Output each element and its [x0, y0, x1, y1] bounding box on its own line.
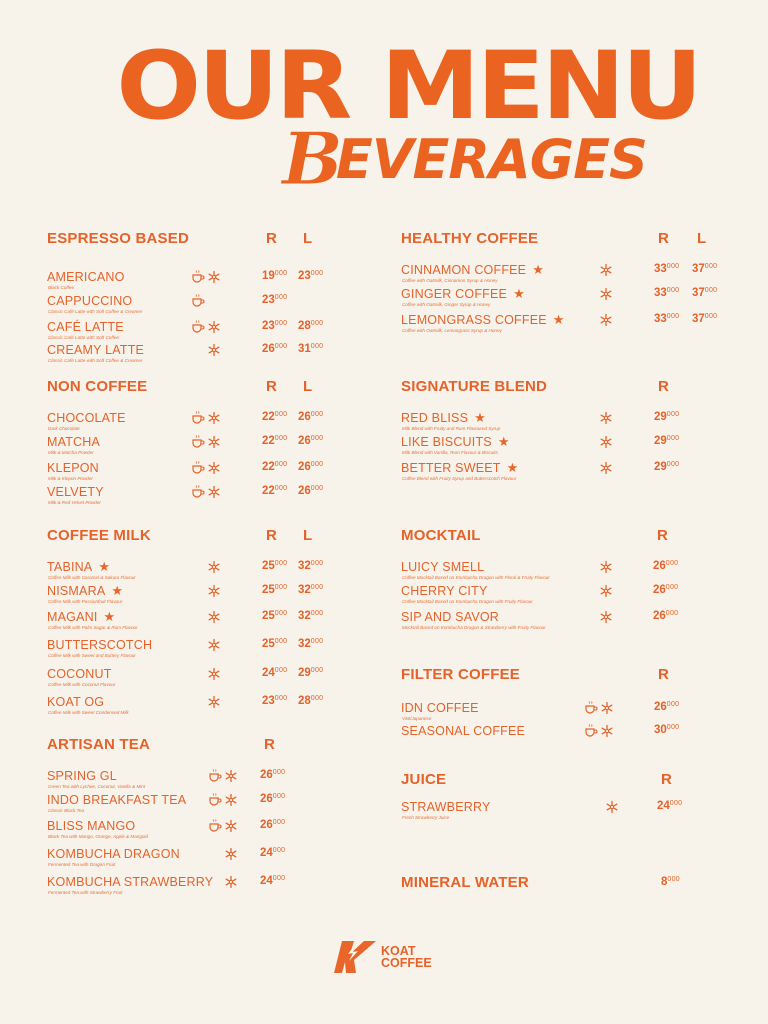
item-name: MAGANI [47, 610, 98, 624]
item-description: Coffee with Oatmilk, Lemongrass Syrup & Honey [402, 328, 502, 333]
item-name: KOMBUCHA STRAWBERRY [47, 875, 214, 889]
item-description: Fermented Tea with Strawberry Fruit [48, 890, 123, 895]
section-title: SIGNATURE BLEND [401, 378, 548, 395]
item-description: Milk & Klepon Powder [48, 476, 93, 481]
column-label-regular: R [661, 771, 672, 788]
item-description: Coffee Milk with Coconut Flavour [48, 682, 116, 687]
item-description: Coffee with Oatmilk, Cinnamon Syrup & Honey [402, 278, 498, 283]
ice-snowflake-icon [207, 435, 221, 449]
ice-snowflake-icon [224, 875, 238, 889]
item-name: BUTTERSCOTCH [47, 638, 153, 652]
brand-name-line1: KOAT [381, 943, 416, 958]
price-regular: $29^{000}$ [654, 411, 680, 423]
ice-snowflake-icon [599, 610, 613, 624]
star-icon: ★ [513, 286, 525, 301]
item-name: COCONUT [47, 667, 112, 681]
item-name: LUICY SMELL [401, 560, 485, 574]
star-icon: ★ [111, 583, 124, 598]
price-regular: $25^{000}$ [262, 584, 288, 596]
price-regular: $22^{000}$ [262, 411, 288, 423]
item-description: Coffee Milk with Sweet Condensed Milk [48, 710, 129, 715]
item-name: SEASONAL COFFEE [401, 724, 526, 738]
section-title: MOCKTAIL [401, 527, 481, 544]
item-name: LIKE BISCUITS [401, 435, 492, 449]
price-regular: $22^{000}$ [262, 485, 288, 497]
ice-snowflake-icon [599, 411, 613, 425]
item-description: Milk Blend with Vanilla, Rum Flavour & Biscuits [402, 450, 498, 455]
price-large: $28^{000}$ [298, 320, 324, 332]
price-large: $32^{000}$ [298, 638, 324, 650]
price-regular: $26^{000}$ [260, 793, 286, 805]
hot-cup-icon [208, 793, 222, 807]
price-large: $32^{000}$ [298, 610, 324, 622]
column-label-regular: R [264, 736, 275, 753]
menu-header [0, 32, 768, 201]
price-regular: $26^{000}$ [653, 610, 679, 622]
column-label-regular: R [658, 378, 669, 395]
price-regular: $33^{000}$ [654, 263, 680, 275]
ice-snowflake-icon [207, 638, 221, 652]
koat-k-logo-icon [332, 940, 376, 974]
item-description: V60/Japanese [402, 716, 432, 721]
section-title: MINERAL WATER [401, 874, 529, 891]
price-regular: $29^{000}$ [654, 461, 680, 473]
price-large: $31^{000}$ [298, 343, 324, 355]
item-description: Coffee Milk with Caramel & Sakura Flavour [48, 575, 136, 580]
ice-snowflake-icon [207, 411, 221, 425]
price-regular: $33^{000}$ [654, 313, 680, 325]
section-header [401, 378, 731, 400]
ice-snowflake-icon [207, 584, 221, 598]
hot-cup-icon [584, 701, 598, 715]
price-regular: $23^{000}$ [262, 695, 288, 707]
section-header [47, 736, 357, 758]
hot-cup-icon [191, 320, 205, 334]
ice-snowflake-icon [207, 610, 221, 624]
column-label-regular: R [266, 230, 277, 247]
price-regular: $26^{000}$ [260, 819, 286, 831]
star-icon: ★ [552, 312, 565, 327]
ice-snowflake-icon [207, 320, 221, 334]
ice-snowflake-icon [207, 667, 221, 681]
menu-section-juice [401, 771, 731, 971]
brand-logo [332, 940, 432, 974]
item-description: Fermented Tea with Dragon Fruit [48, 862, 116, 867]
hot-cup-icon [191, 461, 205, 475]
hot-cup-icon [191, 485, 205, 499]
item-description: Classic Café Latte with Soft Coffee & Creamer [48, 358, 143, 363]
hot-cup-icon [191, 435, 205, 449]
page-subtitle [282, 116, 647, 201]
ice-snowflake-icon [207, 343, 221, 357]
section-header [47, 230, 357, 252]
ice-snowflake-icon [599, 263, 613, 277]
item-description: Coffee Mocktail Based on Kombucha Dragon with Fruity Flavour [402, 599, 533, 604]
column-label-large: L [303, 378, 313, 395]
section-header [401, 771, 731, 793]
item-name: RED BLISS [401, 411, 469, 425]
item-description: Coffee Milk with Passionfruit Flavour [48, 599, 123, 604]
item-description: Mocktail Based on Kombucha Dragon & Strawberry with Fruity Flavour [402, 625, 546, 630]
ice-snowflake-icon [207, 270, 221, 284]
item-description: Coffee Milk with Palm Sugar & Rum Flavour [48, 625, 138, 630]
item-description: Dark Chocolate [48, 426, 80, 431]
hot-cup-icon [191, 411, 205, 425]
section-title: ARTISAN TEA [47, 736, 151, 753]
hot-cup-icon [208, 819, 222, 833]
star-icon: ★ [532, 262, 545, 277]
ice-snowflake-icon [224, 847, 238, 861]
item-name: SIP AND SAVOR [401, 610, 500, 624]
price-regular: $26^{000}$ [653, 560, 679, 572]
price-large: $28^{000}$ [298, 695, 324, 707]
item-description: Classic Café Latte with Soft Coffee & Creamer [48, 309, 143, 314]
price-regular: $30^{000}$ [654, 724, 680, 736]
ice-snowflake-icon [207, 695, 221, 709]
item-name: BETTER SWEET [401, 461, 501, 475]
menu-section-coffee-milk [47, 527, 357, 727]
item-name: IDN COFFEE [401, 701, 479, 715]
column-label-regular: R [266, 378, 277, 395]
star-icon: ★ [506, 460, 519, 475]
item-name: MATCHA [47, 435, 101, 449]
column-label-regular: R [658, 666, 669, 683]
price-large: $37^{000}$ [692, 263, 718, 275]
ice-snowflake-icon [600, 701, 614, 715]
price-regular: $25^{000}$ [262, 638, 288, 650]
price-large: $37^{000}$ [692, 313, 718, 325]
section-title: FILTER COFFEE [401, 666, 520, 683]
item-name: KLEPON [47, 461, 99, 475]
hot-cup-icon [191, 270, 205, 284]
star-icon: ★ [474, 410, 486, 425]
ice-snowflake-icon [605, 800, 619, 814]
price-large: $29^{000}$ [298, 667, 324, 679]
price-regular: $23^{000}$ [262, 320, 288, 332]
price-large: $37^{000}$ [692, 287, 718, 299]
item-name: LEMONGRASS COFFEE [401, 313, 547, 327]
item-name: INDO BREAKFAST TEA [47, 793, 187, 807]
item-description: Milk & Matcha Powder [48, 450, 94, 455]
item-description: Milk Blend with Fruity and Rum Flavoured Syrup [402, 426, 501, 431]
item-name: KOMBUCHA DRAGON [47, 847, 180, 861]
price-regular: $22^{000}$ [262, 461, 288, 473]
price-regular: $8^{000}$ [661, 876, 680, 888]
ice-snowflake-icon [600, 724, 614, 738]
hot-cup-icon [208, 769, 222, 783]
section-title: ESPRESSO BASED [47, 230, 190, 247]
ice-snowflake-icon [207, 560, 221, 574]
item-description: Fresh Strawberry Juice [402, 815, 450, 820]
item-name: CAFÉ LATTE [47, 320, 124, 334]
ice-snowflake-icon [599, 313, 613, 327]
item-name: BLISS MANGO [47, 819, 136, 833]
ice-snowflake-icon [599, 461, 613, 475]
item-name: VELVETY [47, 485, 104, 499]
item-description: Coffee Blend with Fruity Syrup and Butterscotch Flavour [402, 476, 517, 481]
price-regular: $26^{000}$ [262, 343, 288, 355]
item-name: NISMARA [47, 584, 106, 598]
column-label-regular: R [657, 527, 668, 544]
ice-snowflake-icon [224, 793, 238, 807]
ice-snowflake-icon [599, 584, 613, 598]
price-regular: $26^{000}$ [260, 769, 286, 781]
item-name: SPRING GL [47, 769, 117, 783]
ice-snowflake-icon [599, 560, 613, 574]
star-icon: ★ [497, 434, 510, 449]
brand-name-line2: COFFEE [381, 956, 432, 970]
hot-cup-icon [584, 724, 598, 738]
item-description: Classic Café Latte with Soft Coffee [48, 335, 119, 340]
section-title: HEALTHY COFFEE [401, 230, 539, 247]
item-name: GINGER COFFEE [401, 287, 508, 301]
section-header [47, 378, 357, 400]
column-label-large: L [697, 230, 707, 247]
column-label-large: L [303, 230, 313, 247]
item-name: CREAMY LATTE [47, 343, 145, 357]
price-large: $26^{000}$ [298, 485, 324, 497]
section-title: JUICE [401, 771, 447, 788]
price-regular: $24^{000}$ [262, 667, 288, 679]
hot-cup-icon [191, 294, 205, 308]
price-large: $32^{000}$ [298, 584, 324, 596]
price-regular: $25^{000}$ [262, 610, 288, 622]
price-regular: $24^{000}$ [260, 875, 286, 887]
item-name: CAPPUCCINO [47, 294, 133, 308]
section-header [401, 666, 731, 688]
item-description: Coffee with Oatmilk, Ginger Syrup & Honey [402, 302, 491, 307]
price-regular: $19^{000}$ [262, 270, 288, 282]
column-label-regular: R [658, 230, 669, 247]
subtitle-rest: EVERAGES [335, 128, 647, 191]
section-header [401, 527, 731, 549]
star-icon: ★ [98, 559, 111, 574]
item-description: Milk & Red Velvet Powder [48, 500, 101, 505]
item-name: CHERRY CITY [401, 584, 488, 598]
price-regular: $26^{000}$ [654, 701, 680, 713]
ice-snowflake-icon [599, 435, 613, 449]
price-large: $23^{000}$ [298, 270, 324, 282]
section-title: NON COFFEE [47, 378, 148, 395]
item-name: KOAT OG [47, 695, 105, 709]
column-label-regular: R [266, 527, 277, 544]
price-regular: $23^{000}$ [262, 294, 288, 306]
menu-section-mineral-water[interactable] [401, 874, 731, 894]
item-name: STRAWBERRY [401, 800, 491, 814]
price-large: $26^{000}$ [298, 411, 324, 423]
item-name: TABINA [47, 560, 93, 574]
item-description: Green Tea with Lychee, Coconut, Vanilla & Mint [48, 784, 146, 789]
item-description: Coffee Mocktail Based on Kombucha Dragon with Floral & Fruity Flavour [402, 575, 550, 580]
page-title: OUR MENU [116, 32, 700, 141]
ice-snowflake-icon [207, 485, 221, 499]
menu-section-artisan-tea [47, 736, 357, 936]
price-large: $32^{000}$ [298, 560, 324, 572]
price-large: $26^{000}$ [298, 435, 324, 447]
item-name: AMERICANO [47, 270, 125, 284]
item-description: Classic Black Tea [48, 808, 85, 813]
price-regular: $29^{000}$ [654, 435, 680, 447]
ice-snowflake-icon [224, 819, 238, 833]
price-regular: $24^{000}$ [657, 800, 683, 812]
section-title: COFFEE MILK [47, 527, 151, 544]
ice-snowflake-icon [599, 287, 613, 301]
price-regular: $26^{000}$ [653, 584, 679, 596]
price-regular: $24^{000}$ [260, 847, 286, 859]
star-icon: ★ [103, 609, 116, 624]
price-large: $26^{000}$ [298, 461, 324, 473]
price-regular: $22^{000}$ [262, 435, 288, 447]
item-description: Coffee Milk with Sweet and Buttery Flavour [48, 653, 136, 658]
column-label-large: L [303, 527, 313, 544]
section-header [401, 230, 731, 252]
price-regular: $25^{000}$ [262, 560, 288, 572]
item-name: CINNAMON COFFEE [401, 263, 527, 277]
price-regular: $33^{000}$ [654, 287, 680, 299]
item-name: CHOCOLATE [47, 411, 126, 425]
ice-snowflake-icon [207, 461, 221, 475]
item-description: Black Coffee [48, 285, 75, 290]
ice-snowflake-icon [224, 769, 238, 783]
section-header [47, 527, 357, 549]
item-description: Black Tea with Mango, Orange, Apple & Marigold [48, 834, 149, 839]
subtitle-script-initial: B [282, 116, 342, 201]
